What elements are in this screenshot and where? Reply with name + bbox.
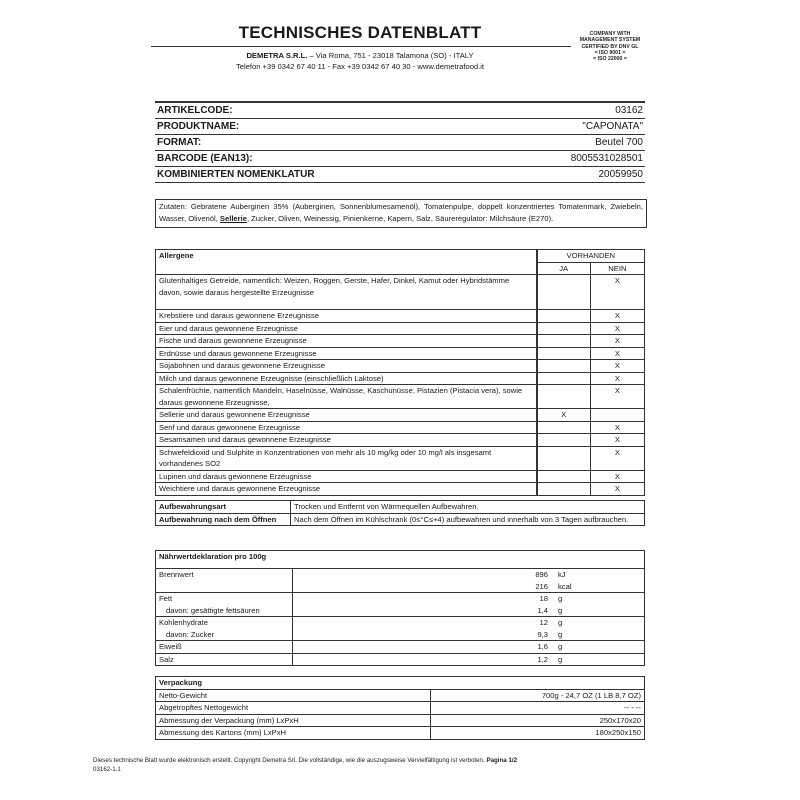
allergen-present-no: X <box>590 483 644 496</box>
allergen-name: Sesamsamen und daraus gewonnene Erzeugnisse <box>156 434 537 447</box>
nutrient-value: 9,3 <box>537 629 548 639</box>
certification-line: MANAGEMENT SYSTEM <box>579 37 641 44</box>
ingredients-text: Zutaten: Gebratene Auberginen 35% (Auberginen, Sonnenblumesamenöl), Tomatenpulpe, doppelt konzentriertes Tomatenmark, Zwiebeln, Wasser, Olivenöl, <box>159 202 643 223</box>
nutrient-label-cell <box>156 653 293 666</box>
header-divider <box>151 46 571 47</box>
allergen-present-yes <box>537 310 591 323</box>
product-info-value: 03162 <box>488 102 645 119</box>
allergen-name: Milch und daraus gewonnene Erzeugnisse (einschließlich Laktose) <box>156 372 537 385</box>
allergen-present-yes <box>537 347 591 360</box>
nutrient-name: davon: gesättigte fettsäuren <box>166 605 260 615</box>
nutrient-label-cell <box>156 617 293 641</box>
allergen-present-yes <box>537 483 591 496</box>
allergen-present-yes <box>537 335 591 348</box>
product-info-row <box>155 119 645 135</box>
nutrition-title: Nährwertdeklaration pro 100g <box>156 551 645 569</box>
product-info-row <box>155 102 645 119</box>
packaging-label: Abmessung des Kartons (mm) LxPxH <box>156 727 431 740</box>
storage-value: Nach dem Öffnen im Kühlschrank (0≤°C≤+4) aufbewahren und innerhalb von 3 Tagen aufbrauchen. <box>291 513 645 526</box>
product-info-table <box>155 101 645 183</box>
nutrient-amount <box>293 569 644 581</box>
allergen-name: Sellerie und daraus gewonnene Erzeugnisse <box>156 409 537 422</box>
present-header: VORHANDEN <box>537 250 645 263</box>
packaging-label: Abgetropftes Nettogewicht <box>156 702 431 715</box>
page-number: Pagina 1/2 <box>486 757 518 764</box>
nutrition-row <box>156 569 645 593</box>
allergen-present-yes <box>537 322 591 335</box>
allergen-name: Glutenhaltiges Getreide, namentlich: Weizen, Roggen, Gerste, Hafer, Dinkel, Kamut oder Hybridstämme davon, sowie daraus hergestellte Erzeugnisse <box>156 275 537 310</box>
certification-line: COMPANY WITH <box>589 31 631 37</box>
product-info-label: BARCODE (EAN13): <box>155 151 488 167</box>
yes-header: JA <box>537 262 591 275</box>
allergen-present-no: X <box>590 347 644 360</box>
allergen-row <box>156 275 645 310</box>
nutrient-amount <box>293 641 644 653</box>
nutrient-name: Kohlenhydrate <box>159 618 208 627</box>
nutrient-unit: g <box>558 654 563 664</box>
allergen-name: Schalenfrüchte, namentlich Mandeln, Haselnüsse, Walnüsse, Kaschunüsse, Pistazien (Pistacia vera), sowie daraus gewonnene Erzeugnisse, <box>156 385 537 409</box>
document-title: TECHNISCHES DATENBLATT <box>238 23 482 42</box>
packaging-value: 700g - 24,7 OZ (1 LB 8,7 OZ) <box>431 689 645 702</box>
allergen-name: Sojabohnen und daraus gewonnene Erzeugnisse <box>156 360 537 373</box>
allergen-row <box>156 335 645 348</box>
allergen-present-yes <box>537 275 591 310</box>
allergen-row <box>156 372 645 385</box>
allergen-row <box>156 421 645 434</box>
allergen-row <box>156 434 645 447</box>
nutrient-value-cell <box>293 641 645 654</box>
allergen-present-yes <box>537 434 591 447</box>
allergen-name: Lupinen und daraus gewonnene Erzeugnisse <box>156 470 537 483</box>
company-contact: Telefon +39 0342 67 40 11 - Fax +39 0342 67 40 30 - www.demetrafood.it <box>235 62 485 71</box>
nutrient-amount <box>293 654 644 666</box>
allergen-row <box>156 483 645 496</box>
footer-notice-line <box>93 756 517 765</box>
nutrient-value: 1,4 <box>537 605 548 615</box>
storage-table <box>155 500 645 526</box>
storage-value: Trocken und Entfernt von Wärmequellen Aufbewahren. <box>291 501 645 514</box>
company-address: – Via Roma, 751 - 23018 Talamona (SO) - ITALY <box>307 51 474 60</box>
nutrient-name: Salz <box>159 654 174 664</box>
allergen-header-row <box>156 250 645 263</box>
document-code: 03162-1.1 <box>93 766 121 773</box>
nutrition-header-row <box>156 551 645 569</box>
storage-row <box>156 501 645 514</box>
allergen-present-yes: X <box>537 409 591 422</box>
allergen-present-yes <box>537 470 591 483</box>
nutrition-table <box>155 550 645 666</box>
nutrition-row <box>156 653 645 666</box>
allergen-present-yes <box>537 446 591 470</box>
nutrient-value: 18 <box>539 594 548 603</box>
nutrient-value-cell <box>293 617 645 641</box>
ingredient-allergen-highlight: Sellerie <box>219 214 247 223</box>
nutrient-name: Fett <box>159 594 173 603</box>
allergen-name: Senf und daraus gewonnene Erzeugnisse <box>156 421 537 434</box>
packaging-row <box>156 702 645 715</box>
packaging-value: -- - -- <box>431 702 645 715</box>
allergen-present-no: X <box>590 372 644 385</box>
nutrient-value: 896 <box>535 570 548 579</box>
product-info-label: ARTIKELCODE: <box>155 102 488 119</box>
product-info-row <box>155 151 645 167</box>
product-info-value: Beutel 700 <box>488 135 645 151</box>
allergen-present-no: X <box>590 310 644 323</box>
nutrient-label-cell <box>156 641 293 654</box>
nutrient-amount <box>293 593 644 605</box>
allergen-name: Krebstiere und daraus gewonnene Erzeugnisse <box>156 310 537 323</box>
nutrient-amount <box>293 605 644 617</box>
product-info-value: "CAPONATA" <box>488 119 645 135</box>
allergen-row <box>156 310 645 323</box>
nutrient-value-cell <box>293 569 645 593</box>
nutrient-unit: g <box>558 594 563 603</box>
allergen-row <box>156 322 645 335</box>
packaging-value: 180x250x150 <box>431 727 645 740</box>
copyright-notice: Dieses technische Blatt wurde elektronisch erstellt. Copyright Demetra Srl. Die vollständige, wie die auszugsweise Vervielfältigung ist verboten. <box>93 757 487 764</box>
allergen-present-no: X <box>590 470 644 483</box>
certification-badge <box>570 31 650 62</box>
nutrient-amount <box>293 617 644 629</box>
allergen-present-no: X <box>590 385 644 409</box>
nutrient-unit: g <box>558 642 563 651</box>
certification-line: = ISO 22000 = <box>593 56 627 63</box>
packaging-label: Abmessung der Verpackung (mm) LxPxH <box>156 714 431 727</box>
packaging-row <box>156 714 645 727</box>
allergen-present-no: X <box>590 275 644 310</box>
allergen-name: Eier und daraus gewonnene Erzeugnisse <box>156 322 537 335</box>
nutrition-row <box>156 617 645 641</box>
allergen-present-yes <box>537 360 591 373</box>
allergen-row <box>156 347 645 360</box>
allergen-present-yes <box>537 421 591 434</box>
footer <box>93 756 517 774</box>
nutrient-value-cell <box>293 653 645 666</box>
allergen-row <box>156 470 645 483</box>
packaging-row <box>156 689 645 702</box>
allergen-row <box>156 409 645 422</box>
nutrient-unit: kcal <box>558 581 572 591</box>
allergen-table <box>155 249 645 496</box>
nutrient-unit: g <box>558 618 563 627</box>
allergen-present-no: X <box>590 434 644 447</box>
nutrient-amount <box>293 629 644 641</box>
allergen-present-no: X <box>590 322 644 335</box>
allergen-present-no: X <box>590 421 644 434</box>
nutrient-value: 1,2 <box>537 654 548 664</box>
storage-row <box>156 513 645 526</box>
product-info-label: KOMBINIERTEN NOMENKLATUR <box>155 167 488 183</box>
nutrient-label-cell <box>156 569 293 593</box>
allergen-name: Erdnüsse und daraus gewonnene Erzeugnisse <box>156 347 537 360</box>
nutrient-unit: kJ <box>558 570 566 579</box>
allergen-title: Allergene <box>156 250 537 275</box>
allergen-present-no: X <box>590 360 644 373</box>
allergen-present-yes <box>537 385 591 409</box>
product-info-value: 20059950 <box>488 167 645 183</box>
allergen-row <box>156 360 645 373</box>
packaging-header-row <box>156 677 645 690</box>
nutrient-label-cell <box>156 593 293 617</box>
allergen-present-no <box>590 409 644 422</box>
certification-line: CERTIFIED BY DNV GL <box>581 43 639 50</box>
packaging-table <box>155 676 645 740</box>
product-info-row <box>155 167 645 183</box>
certification-line: = ISO 9001 = <box>594 49 626 56</box>
nutrient-amount <box>293 581 644 593</box>
ingredients-box <box>155 199 647 228</box>
nutrient-name: davon: Zucker <box>166 629 215 639</box>
nutrient-unit: g <box>558 605 563 615</box>
ingredients-text-rest: , Zucker, Oliven, Weinessig, Pinienkerne, Kapern, Salz, Säureregulator: Milchsäure (E270). <box>246 214 554 223</box>
allergen-name: Fische und daraus gewonnene Erzeugnisse <box>156 335 537 348</box>
company-name: DEMETRA S.R.L. <box>246 51 308 60</box>
product-info-row <box>155 135 645 151</box>
nutrient-value: 216 <box>535 581 548 591</box>
packaging-row <box>156 727 645 740</box>
storage-label: Aufbewahrungsart <box>156 501 291 514</box>
no-header: NEIN <box>590 262 644 275</box>
allergen-present-no: X <box>590 335 644 348</box>
storage-label: Aufbewahrung nach dem Öffnen <box>156 513 291 526</box>
product-info-value: 8005531028501 <box>488 151 645 167</box>
allergen-present-yes <box>537 372 591 385</box>
allergen-row <box>156 385 645 409</box>
allergen-present-no: X <box>590 446 644 470</box>
nutrient-name <box>159 581 289 593</box>
packaging-label: Netto-Gewicht <box>156 689 431 702</box>
allergen-name: Weichtiere und daraus gewonnene Erzeugnisse <box>156 483 537 496</box>
product-info-label: PRODUKTNAME: <box>155 119 488 135</box>
nutrient-value: 12 <box>539 618 548 627</box>
nutrient-unit: g <box>558 629 563 639</box>
product-info-label: FORMAT: <box>155 135 488 151</box>
nutrient-name: Brennwert <box>159 570 194 579</box>
nutrient-value: 1,6 <box>537 642 548 651</box>
company-address-line <box>150 51 570 60</box>
allergen-row <box>156 446 645 470</box>
packaging-title: Verpackung <box>156 677 645 690</box>
nutrient-name: Eiweiß <box>159 642 182 651</box>
nutrition-row <box>156 593 645 617</box>
nutrient-value-cell <box>293 593 645 617</box>
nutrition-row <box>156 641 645 654</box>
packaging-value: 250x170x20 <box>431 714 645 727</box>
allergen-name: Schwefeldioxid und Sulphite in Konzentrationen von mehr als 10 mg/kg oder 10 mg/l als insgesamt vorhandenes SO2 <box>156 446 537 470</box>
